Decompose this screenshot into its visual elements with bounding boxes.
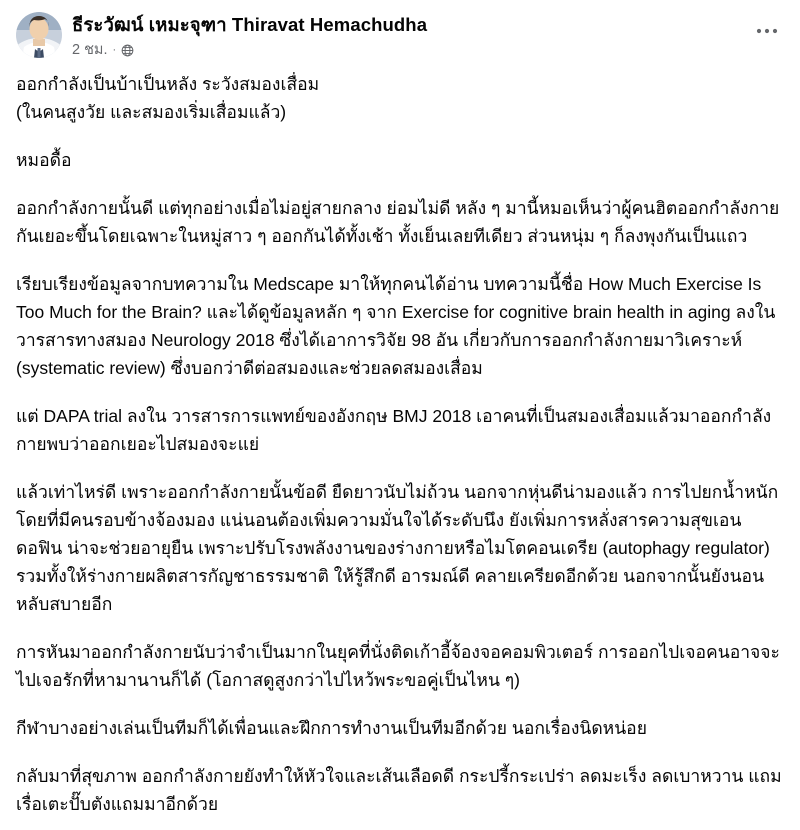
post-line: กลับมาที่สุขภาพ ออกกำลังกายยังทำให้หัวใจและเส้นเลือดดี กระปรี้กระเปร่า ลดมะเร็ง ลดเบาหวาน แถมเรื่อเตะปั๊บตังแถมมาอีกด้วย (16, 766, 782, 814)
user-avatar-image (16, 12, 62, 58)
meta-separator-dot: · (112, 44, 117, 56)
post-line: ออกกำลังกายนั้นดี แต่ทุกอย่างเมื่อไม่อยู่สายกลาง ย่อมไม่ดี หลัง ๆ มานี้หมอเห็นว่าผู้คนฮิตออกกำลังกายกันเยอะขึ้นโดยเฉพาะในหมู่สาว ๆ ออกกันได้ทั้งเช้า ทั้งเย็นเลยทีเดียว ส่วนหนุ่ม ๆ ก็ลงพุงกันเป็นแถว (16, 198, 780, 246)
post-paragraph (16, 70, 784, 126)
post-paragraph (16, 478, 784, 618)
author-name[interactable]: ธีระวัฒน์ เหมะจุฑา Thiravat Hemachudha (72, 14, 428, 35)
post-paragraph (16, 638, 784, 694)
post-paragraph (16, 270, 784, 382)
ellipsis-glyph (756, 28, 778, 34)
post-line: ออกกำลังเป็นบ้าเป็นหลัง ระวังสมองเสื่อม (16, 74, 320, 94)
post-line: (ในคนสูงวัย และสมองเริ่มเสื่อมแล้ว) (16, 102, 287, 122)
post-line: การหันมาออกกำลังกายนับว่าจำเป็นมากในยุคที่นั่งติดเก้าอี้จ้องจอคอมพิวเตอร์ การออกไปเจอคนอาจจะไปเจอรักที่หามานานก็ได้ (โอกาสดูสูงกว่าไปไหว้พระขอคู่เป็นไหน ๆ) (16, 642, 780, 690)
post-paragraph (16, 146, 784, 174)
post-text-body (0, 64, 800, 830)
post-paragraph (16, 194, 784, 250)
post-paragraph (16, 762, 784, 818)
post-paragraph (16, 402, 784, 458)
post-timestamp[interactable]: 2 ชม. (72, 42, 108, 58)
post-header-text (72, 12, 750, 60)
more-options-icon[interactable] (750, 14, 784, 48)
post-meta (72, 40, 750, 60)
post-line: หมอดื้อ (16, 150, 72, 170)
post-line: กีฬาบางอย่างเล่นเป็นทีมก็ได้เพื่อนและฝึกการทำงานเป็นทีมอีกด้วย นอกเรื่องนิดหน่อย (16, 718, 647, 738)
avatar[interactable] (16, 12, 62, 58)
post-line: แล้วเท่าไหร่ดี เพราะออกกำลังกายนั้นข้อดี ยืดยาวนับไม่ถ้วน นอกจากหุ่นดีน่ามองแล้ว การไปยกน้ำหนักโดยที่มีคนรอบข้างจ้องมอง แน่นอนต้องเพิ่มความมั่นใจได้ระดับนึง ยังเพิ่มการหลั่งสารความสุขเอนดอฟิน น่าจะช่วยอายุยืน เพราะปรับโรงพลังงานของร่างกายหรือไมโตคอนเดรีย (autophagy regulator) รวมทั้งให้ร่างกายผลิตสารกัญชาธรรมชาติ ให้รู้สึกดี อารมณ์ดี คลายเครียดอีกด้วย นอกจากนั้นยังนอนหลับสบายอีก (16, 482, 779, 614)
post-header (0, 0, 800, 64)
post-paragraph (16, 714, 784, 742)
post-line: แต่ DAPA trial ลงใน วารสารการแพทย์ของอังกฤษ BMJ 2018 เอาคนที่เป็นสมองเสื่อมแล้วมาออกกำลังกายพบว่าออกเยอะไปสมองจะแย่ (16, 406, 772, 454)
post-line: เรียบเรียงข้อมูลจากบทความใน Medscape มาให้ทุกคนได้อ่าน บทความนี้ชื่อ How Much Exercise Is Too Much for the Brain? และได้ดูข้อมูลหลัก ๆ จาก Exercise for cognitive brain health in aging ลงใน วารสารทางสมอง Neurology 2018 ซึ่งได้เอาการวิจัย 98 อัน เกี่ยวกับการออกกำลังกายมาวิเคราะห์ (systematic review) ซึ่งบอกว่าดีต่อสมองและช่วยลดสมองเสื่อม (16, 274, 776, 378)
globe-icon[interactable] (121, 44, 134, 57)
